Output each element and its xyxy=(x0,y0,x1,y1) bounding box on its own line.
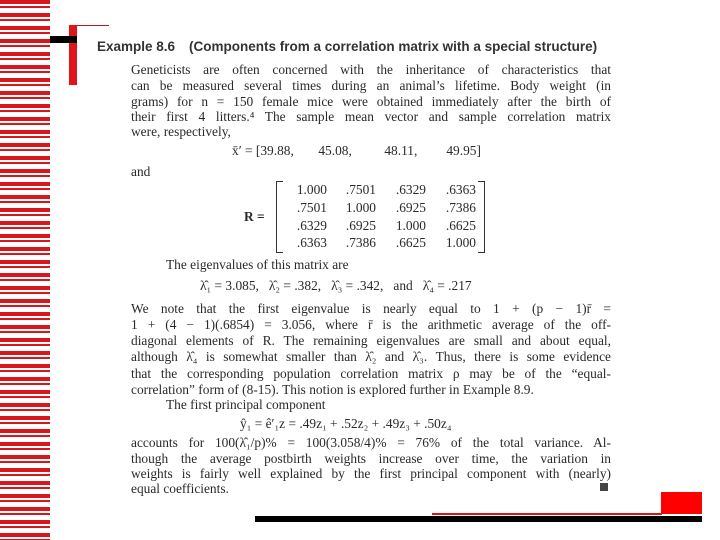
para3-line: weights is fairly well explained by the first principal component with (nearly) xyxy=(131,466,611,481)
matrix-cell: .6329 xyxy=(395,182,426,197)
matrix-cell: .6363 xyxy=(445,182,476,197)
decor-red-line xyxy=(77,25,109,26)
matrix-cell: 1.000 xyxy=(345,200,376,215)
matrix-row xyxy=(277,200,484,217)
correlation-matrix xyxy=(276,181,485,253)
decor-red-block xyxy=(661,492,702,514)
decor-black-hbar xyxy=(50,36,77,43)
matrix-cell: .7501 xyxy=(345,182,376,197)
para2-line: although λ̂₄ is somewhat smaller than λ̂₂ and λ̂₃. Thus, there is some evidence xyxy=(131,349,611,364)
example-heading xyxy=(97,39,597,54)
matrix-cell: .6625 xyxy=(395,235,426,250)
mean-value: 39.88, xyxy=(260,143,294,158)
decor-black-underline xyxy=(255,516,702,522)
para2-line: correlation” form of (8-15). This notion is explored further in Example 8.9. xyxy=(131,382,534,397)
matrix-row xyxy=(277,182,484,199)
para1-line: can be measured several times during an animal’s lifetime. Body weight (in xyxy=(131,78,611,93)
example-number: Example 8.6 xyxy=(97,39,176,54)
matrix-cell: .6625 xyxy=(445,218,476,233)
end-of-example-square xyxy=(600,483,608,491)
para1-line: were, respectively, xyxy=(131,124,231,139)
matrix-cell: .7386 xyxy=(445,200,476,215)
matrix-cell: .7386 xyxy=(345,235,376,250)
pc-equation: ŷ₁ = ê′₁z = .49z₁ + .52z₂ + .49z₃ + .50z₄ xyxy=(240,416,452,431)
matrix-row xyxy=(277,218,484,235)
example-title: (Components from a correlation matrix with a special structure) xyxy=(189,39,598,54)
matrix-cell: 1.000 xyxy=(296,182,327,197)
eigenvalues-line: λ̂₁ = 3.085, λ̂₂ = .382, λ̂₃ = .342, and λ̂₄ = .217 xyxy=(200,278,472,293)
mean-value: 45.08, xyxy=(318,143,352,158)
para2-line: that the corresponding population correlation matrix ρ may be of the “equal- xyxy=(131,366,611,381)
matrix-cell: .6363 xyxy=(296,235,327,250)
para3-line: though the average postbirth weights increase over time, the variation in xyxy=(131,451,611,466)
matrix-cell: .6925 xyxy=(345,218,376,233)
decorative-stripes xyxy=(0,0,50,540)
matrix-cell: 1.000 xyxy=(395,218,426,233)
matrix-label: R = xyxy=(244,209,265,224)
mean-vector xyxy=(232,143,481,159)
para1-line: Geneticists are often concerned with the inheritance of characteristics that xyxy=(131,62,611,77)
para3-line: accounts for 100(λ̂₁/p)% = 100(3.058/4)% = 76% of the total variance. Al- xyxy=(131,435,611,450)
mean-vector-label: x̄′ = [ xyxy=(232,143,261,158)
para3-line: equal coefficients. xyxy=(131,481,229,496)
matrix-cell: 1.000 xyxy=(445,235,476,250)
para2-line: We note that the first eigenvalue is nearly equal to 1 + (p − 1)r̄ = xyxy=(131,301,611,316)
para2-line: diagonal elements of R. The remaining eigenvalues are small and about equal, xyxy=(131,333,611,348)
para1-line: grams) for n = 150 female mice were obtained immediately after the birth of xyxy=(131,94,611,109)
decor-red-vbar xyxy=(69,25,77,85)
para1-line: their first 4 litters.⁴ The sample mean vector and sample correlation matrix xyxy=(131,109,611,124)
and-word: and xyxy=(131,164,151,179)
mean-value: 48.11, xyxy=(384,143,418,158)
matrix-cell: .6329 xyxy=(296,218,327,233)
mean-value: 49.95] xyxy=(446,143,481,158)
para2-line: 1 + (4 − 1)(.6854) = 3.056, where r̄ is the arithmetic average of the off- xyxy=(131,317,611,332)
matrix-cell: .7501 xyxy=(296,200,327,215)
eigen-intro: The eigenvalues of this matrix are xyxy=(166,257,349,272)
matrix-row xyxy=(277,235,484,252)
decor-red-underline xyxy=(432,513,662,515)
pc-intro: The first principal component xyxy=(166,397,326,412)
matrix-cell: .6925 xyxy=(395,200,426,215)
